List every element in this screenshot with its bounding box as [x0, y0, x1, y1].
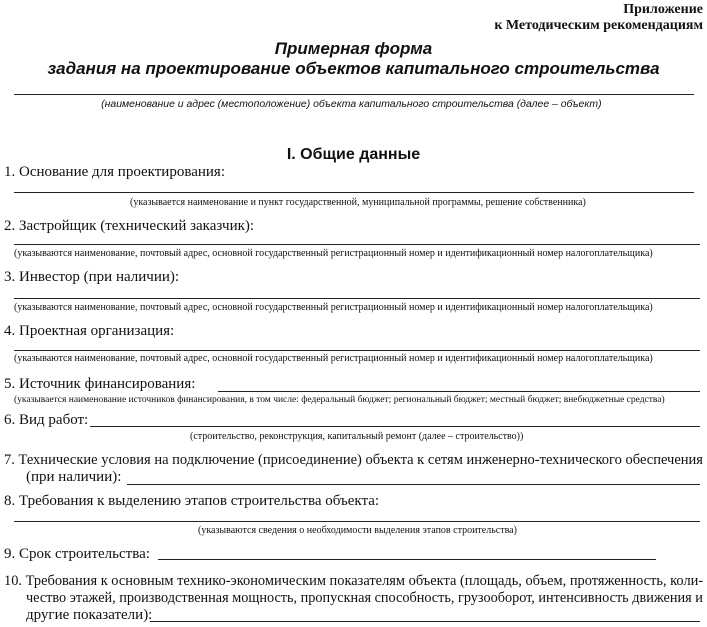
item-10-line	[150, 621, 700, 622]
form-title	[0, 39, 707, 79]
item-6-label: 6. Вид работ:	[4, 412, 89, 428]
item-8-note: (указываются сведения о необходимости выделения этапов строительства)	[198, 525, 517, 536]
item-5-label: 5. Источник финансирования:	[4, 376, 196, 392]
item-2-label: 2. Застройщик (технический заказчик):	[4, 218, 255, 234]
item-2-line	[14, 244, 700, 245]
item-1-note: (указывается наименование и пункт государственной, муниципальной программы, решение собственника)	[130, 197, 586, 208]
item-7-line	[127, 484, 700, 485]
item-4-line	[14, 350, 700, 351]
item-3-label: 3. Инвестор (при наличии):	[4, 269, 180, 285]
item-6-note: (строительство, реконструкция, капитальный ремонт (далее – строительство))	[190, 431, 524, 442]
item-10-label-line-3: другие показатели):	[26, 607, 153, 623]
item-4-label: 4. Проектная организация:	[4, 323, 175, 339]
item-8-label: 8. Требования к выделению этапов строительства объекта:	[4, 493, 380, 509]
appendix-line-1: Приложение	[623, 2, 703, 17]
item-8-line	[14, 521, 700, 522]
object-name-note: (наименование и адрес (местоположение) объекта капитального строительства (далее – объект)	[101, 98, 602, 110]
appendix-line-2: к Методическим рекомендациям	[494, 18, 703, 33]
item-9-line	[158, 559, 656, 560]
item-5-line	[218, 391, 700, 392]
form-title-line-1: Примерная форма	[274, 39, 433, 58]
item-5-note: (указывается наименование источников финансирования, в том числе: федеральный бюджет; региональный бюджет; местный бюджет; внебюджетные средства)	[14, 395, 665, 405]
item-9-label: 9. Срок строительства:	[4, 546, 150, 562]
item-3-note: (указываются наименование, почтовый адрес, основной государственный регистрационный номер и идентификационный номер налогоплательщика)	[14, 302, 653, 313]
item-7-label-line-2: (при наличии):	[26, 469, 122, 485]
item-7-label-line-1: 7. Технические условия на подключение (присоединение) объекта к сетям инженерно-технического обеспечения	[4, 452, 703, 468]
item-10-label-line-2: чество этажей, производственная мощность, пропускная способность, грузооборот, интенсивность движения и	[26, 590, 703, 606]
section-title: I. Общие данные	[286, 146, 421, 163]
appendix-caption	[494, 2, 703, 34]
item-2-note: (указываются наименование, почтовый адрес, основной государственный регистрационный номер и идентификационный номер налогоплательщика)	[14, 248, 653, 259]
form-title-line-2: задания на проектирование объектов капитального строительства	[47, 59, 660, 78]
item-1-label: 1. Основание для проектирования:	[4, 164, 225, 180]
item-6-line	[90, 426, 700, 427]
item-4-note: (указываются наименование, почтовый адрес, основной государственный регистрационный номер и идентификационный номер налогоплательщика)	[14, 353, 653, 364]
item-1-line	[14, 192, 694, 193]
object-name-line	[14, 94, 694, 95]
item-3-line	[14, 298, 700, 299]
item-10-label-line-1: 10. Требования к основным технико-экономическим показателям объекта (площадь, объем, протяженность, коли-	[4, 573, 704, 589]
